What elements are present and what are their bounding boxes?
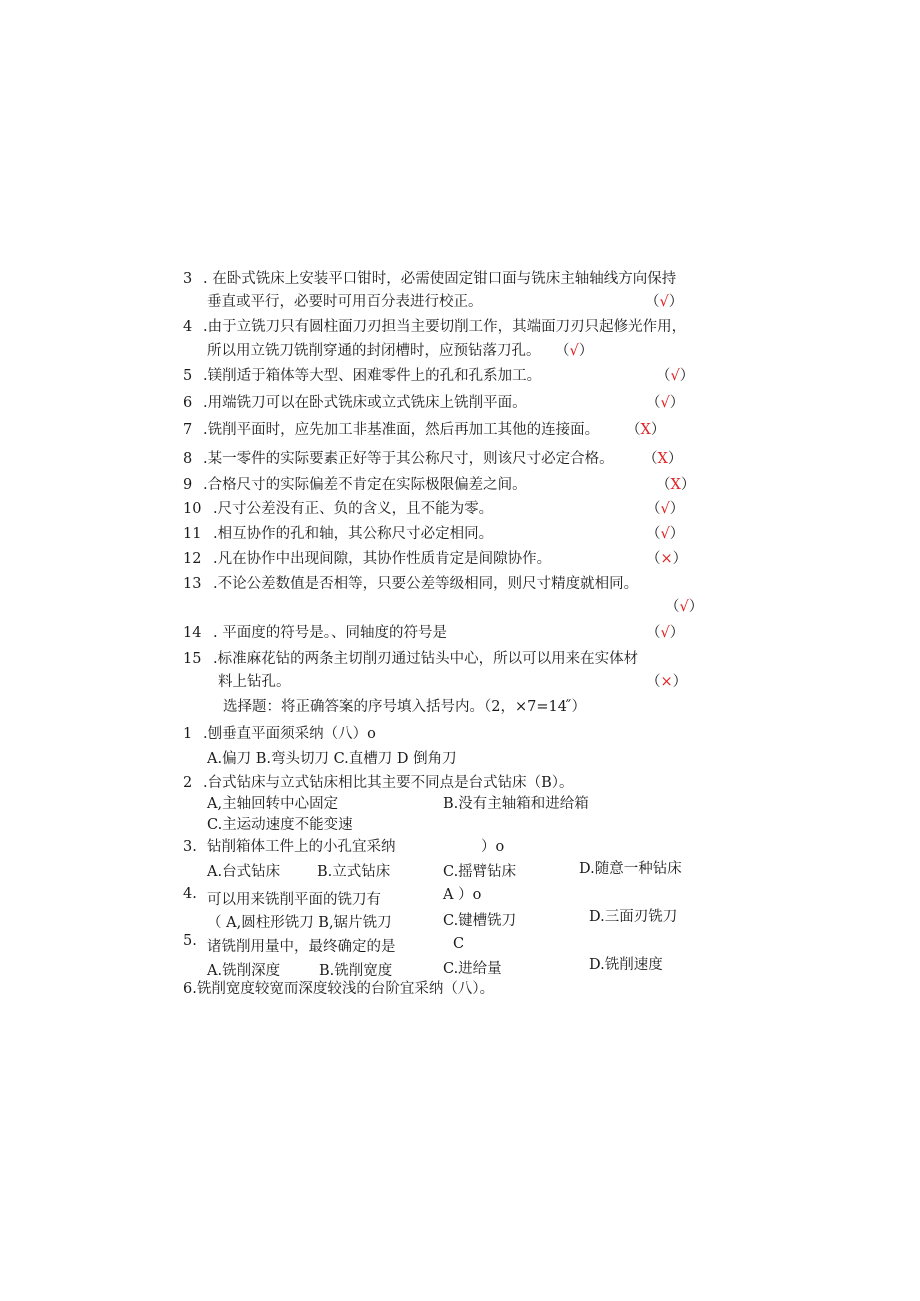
question-number: 1 — [183, 726, 193, 742]
option-c: C.键槽铣刀 — [443, 913, 517, 929]
option-ab: （ A,圆柱形铣刀 B,锯片铣刀 — [207, 915, 392, 931]
question-text: 可以用来铣削平面的铣刀有 — [207, 892, 381, 908]
item-text: 所以用立铣刀铣削穿通的封闭槽时，应预钻落刀孔。 — [207, 343, 541, 359]
answer-mark: （×） — [646, 674, 688, 690]
option-b: B.铣削宽度 — [319, 963, 393, 979]
question-answer: A ）o — [443, 887, 482, 903]
answer-mark: （√） — [555, 343, 594, 359]
option-c: C.进给量 — [443, 961, 502, 977]
item-text: .某一零件的实际要素正好等于其公称尺寸，则该尺寸必定合格。 — [203, 451, 614, 467]
question-number: 3. — [183, 839, 197, 855]
item-number: 15 — [183, 651, 202, 667]
item-text: .尺寸公差没有正、负的含义，且不能为零。 — [213, 501, 494, 517]
answer-mark: （√） — [646, 526, 685, 542]
item-text: . 在卧式铣床上安装平口钳时，必需使固定钳口面与铣床主轴轴线方向保持 — [203, 271, 677, 287]
option-d: D.铣削速度 — [589, 957, 663, 973]
answer-mark: （√） — [646, 501, 685, 517]
item-text: .合格尺寸的实际偏差不肯定在实际极限偏差之间。 — [203, 477, 527, 493]
item-number: 5 — [183, 368, 193, 384]
question-number: 2 — [183, 775, 193, 791]
answer-mark: （X） — [656, 477, 696, 493]
item-text: . 平面度的符号是。、同轴度的符号是 — [213, 625, 447, 641]
item-number: 10 — [183, 501, 202, 517]
option-a: A.台式钻床 — [207, 864, 281, 880]
option-a: A.铣削深度 — [207, 963, 281, 979]
question-text: 6.铣削宽度较宽而深度较浅的台阶宜采纳（八）。 — [183, 981, 495, 997]
question-text: .刨垂直平面须采纳（八）o — [203, 726, 376, 742]
answer-mark: （√） — [646, 625, 685, 641]
item-number: 3 — [183, 271, 193, 287]
answer-mark: （X） — [643, 451, 683, 467]
answer-mark: （√） — [665, 599, 704, 615]
item-text: 垂直或平行，必要时可用百分表进行校正。 — [207, 294, 483, 310]
answer-mark: （X） — [626, 422, 666, 438]
question-answer: C — [453, 936, 465, 952]
option-d: D.随意一种钻床 — [579, 861, 682, 877]
item-text: .用端铣刀可以在卧式铣床或立式铣床上铣削平面。 — [203, 395, 527, 411]
answer-mark: （√） — [646, 395, 685, 411]
item-number: 8 — [183, 451, 193, 467]
item-number: 13 — [183, 576, 202, 592]
section-heading: 选择题：将正确答案的序号填入括号内。（2，×7=14 ̋） — [223, 699, 587, 715]
item-number: 12 — [183, 551, 202, 567]
question-options: A.偏刀 B.弯头切刀 C.直槽刀 D 倒角刀 — [207, 751, 457, 767]
item-text: .凡在协作中出现间隙，其协作性质肯定是间隙协作。 — [213, 551, 552, 567]
item-number: 11 — [183, 526, 202, 542]
item-text: 料上钻孔。 — [218, 674, 291, 690]
question-text: 诸铣削用量中，最终确定的是 — [207, 939, 396, 955]
question-text: 钻削箱体工件上的小孔宜采纳 — [207, 839, 396, 855]
answer-mark: （×） — [646, 551, 688, 567]
item-text: .由于立铣刀只有圆柱面刀刃担当主要切削工作，其端面刀刃只起修光作用， — [203, 319, 687, 335]
item-text: .不论公差数值是否相等，只要公差等级相同，则尺寸精度就相同。 — [213, 576, 639, 592]
item-text: .标准麻花钻的两条主切削刃通过钻头中心，所以可以用来在实体材 — [213, 651, 639, 667]
item-number: 14 — [183, 625, 202, 641]
option-c: C.摇臂钻床 — [443, 864, 517, 880]
answer-mark: （√） — [645, 294, 684, 310]
option-b: B.立式钻床 — [317, 864, 391, 880]
item-number: 7 — [183, 422, 193, 438]
item-number: 9 — [183, 477, 193, 493]
question-answer: ）o — [481, 839, 505, 855]
item-text: .镁削适于箱体等大型、困难零件上的孔和孔系加工。 — [203, 368, 542, 384]
option-c: C.主运动速度不能变速 — [207, 817, 353, 833]
item-number: 6 — [183, 395, 193, 411]
item-text: .铣削平面时，应先加工非基准面，然后再加工其他的连接面。 — [203, 422, 600, 438]
question-number: 5. — [183, 933, 197, 949]
item-text: .相互协作的孔和轴，其公称尺寸必定相同。 — [213, 526, 494, 542]
item-number: 4 — [183, 319, 193, 335]
answer-mark: （√） — [656, 368, 695, 384]
question-text: .台式钻床与立式钻床相比其主要不同点是台式钻床（B）。 — [203, 775, 574, 791]
question-number: 4. — [183, 886, 197, 902]
option-b: B.没有主轴箱和进给箱 — [443, 796, 589, 812]
option-d: D.三面刃铣刀 — [589, 909, 678, 925]
option-a: A,主轴回转中心固定 — [207, 796, 339, 812]
